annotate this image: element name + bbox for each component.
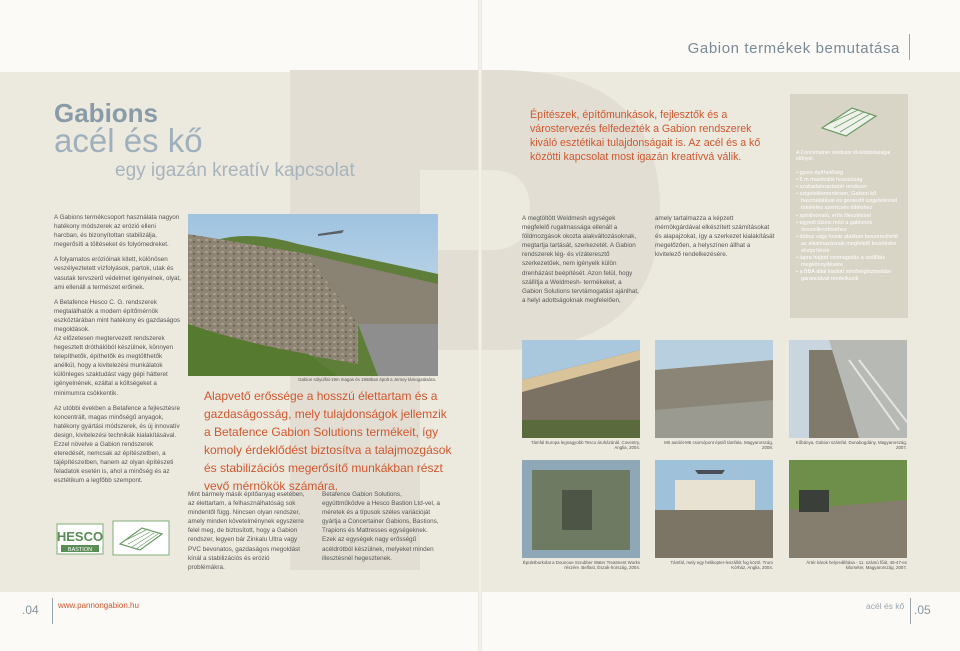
info-item: • doboz vagy kosár alakban beszerezhető az alkalmazásnak megfelelő kezelésbe elsöprítésre: [796, 233, 898, 255]
caption-truro: Támfal, mely egy helikopter-leszállót fog közöl. Truro Kórház, Anglia, 2004.: [670, 560, 773, 571]
info-item: • gyors építhetőség: [796, 170, 844, 176]
left-column-lower: [54, 334, 182, 486]
paragraph: Az előzetesen megtervezett rendszerek hegesztett dróthálóból készülnek, könnyen telepíthetők, építhetők és megtölthetők anélkül, hogy a kivitelezési munkálatok különleges szaktudást vagy gépi hátteret igényelnének, ezáltal a költségeket a minimumra csökkentik.: [54, 335, 174, 397]
paragraph: A Gabions termékcsoport használata nagyon hatékony módszerek az erózió elleni harcban, és bizonyítottan stabilizálja, megerősíti a töltéseket és folyómedreket.: [54, 214, 180, 249]
info-item: • szabadalmaztatott rendszer: [796, 184, 868, 191]
photo-belfast-building: [522, 460, 640, 558]
left-column-upper: [54, 213, 182, 334]
info-box-heading: A Concertainer rendszer kiválóbbitasagai előnyei:: [796, 150, 891, 163]
title-acel-es-ko: acél és kő: [54, 122, 203, 159]
info-item: • 5 m maximális hosszúság: [796, 177, 863, 184]
right-column-1: A megtöltött Weldmesh egységek megfelelő rugalmassága ellenáll a földmozgások okozta alakváltozásoknak, megtartja tartását, szerkezetét. A Gabion rendszerek lég- és vízáteresztő szerkezetűek, nem igényelk külön drenházást beépítését. Azon felül, hogy szállítja a Weldmesh- termékeket, a Gabion Solutions tervtámogatást ajánlhat, a helyi adottságoknak megfelelően,: [522, 215, 639, 304]
pull-quote-left: Alapvető erőssége a hosszú élettartam és a gazdaságosság, mely tulajdonságok jellemzik a Betafence Gabion Solutions termékeit, így komoly érdeklődést biztosítva a talajmozgások és stabilizációs megerősítő munkákban részt vevő mérnökök számára.: [204, 389, 452, 493]
paragraph: A folyamatos erózióinak kitett, különösen veszélyeztetett vízfolyások, partok, utak és vasutak tervszerű védelmet igényelnek, olyat, ami ellenáll a természet erőinek.: [54, 256, 182, 291]
caption-kobanya: Kőbánya, Gabion számfal. Dunabogdány, Magyarország, 2007.: [795, 440, 907, 451]
gabion-box-logo: [112, 520, 170, 556]
bastion-logo-text: BASTION: [67, 547, 93, 553]
paragraph: Ezzel növelve a Gabion rendszerek eteredését, nemcsak az építészetben, a tájépítészetben, hanem az olyan építészeti feladatok esetén is, ahol a minőség és az esztétikum a legfőbb szempont.: [54, 441, 174, 485]
photo-m0-wall: [655, 340, 773, 438]
info-item: • egyedi tűzési mód a gabionok összeillesztéséhez: [796, 219, 873, 233]
info-item: • a BBA által kiadott minőségbiztosítási garanciával rendelkezik: [796, 269, 891, 283]
photo-kobanya-wall: [789, 340, 907, 438]
gabion-unit-icon: [818, 102, 880, 142]
caption-tesco: Támfal Europa legnagyobb Tesco áruházánál. Coventry, Anglia, 2004.: [530, 440, 640, 451]
paragraph: Az utóbbi években a Betafence a fejlesztésre koncentrált, magas minőségű anyagok, hatékony gyártási módszerek, és új innovatív design, kivitelezési technikák kialakításával.: [54, 404, 181, 439]
info-item: • lapra hajtott csomagolás a szállítás megkönnyítésére: [796, 255, 886, 269]
main-photo-caption: Gabion súlyú/fal-19m magas és 1968ban épült a Jersey támogatására.: [298, 377, 436, 382]
hesco-logo-text: HESCO: [56, 529, 104, 544]
footer-rule-right: [910, 598, 911, 624]
photo-flood-repair: [789, 460, 907, 558]
main-photo-retaining-wall: [188, 214, 438, 376]
info-item: • szigetelésmentesen, Gabion kő használatával és geotextil szigeteléssel tökéletes szemcsés töltéshez: [796, 191, 898, 212]
paragraph: A Betafence Hesco C. G. rendszerek megtalálhatók a modern építőmérnök eszköztárában mint hatékony és gazdaságos megoldások.: [54, 298, 181, 334]
photo-tesco-wall: [522, 340, 640, 438]
header-rule: [909, 34, 910, 60]
page-number-right: .05: [914, 603, 931, 617]
footer-tagline: acél és kő: [866, 601, 905, 611]
title-gabions: Gabions: [54, 98, 159, 128]
page-number-left: .04: [22, 603, 39, 617]
caption-m0: M0 autóút-M6 csomópont épülő támfala. Magyarország, 2008.: [664, 440, 773, 451]
photo-truro-helipad: [655, 460, 773, 558]
title-subtitle: egy igazán kreatív kapcsolat: [115, 160, 355, 181]
website-link[interactable]: www.pannongabion.hu: [58, 601, 139, 610]
pull-quote-right: Építészek, építőmunkások, fejlesztők és a várostervezés felfedezték a Gabion rendszerek kiváló esztétikai tulajdonságait is. Az acél és a kő közötti kapcsolat most igazán kreatívvá válik.: [530, 109, 761, 163]
hesco-bastion-logo: [55, 522, 105, 556]
info-item: • spirálvonalú, erős illesztéssel: [796, 212, 871, 219]
info-box-list: [796, 170, 904, 284]
header-title: Gabion termékek bemutatása: [687, 40, 900, 57]
mid-column-2: Betafence Gabion Solutions, együttműködve a Hesco Bastion Ltd-vel, a méretek és a típusok széles variációját gyártja a Concertainer Gabions, Bastions, Trapions és Mattresses egységeknek. Ezek az egységek nagy erősségű acéldrótból készülnek, melyeket minden illesztésnél hegesztenek.: [322, 491, 440, 562]
right-column-2: amely tartalmazza a képzett mérnökgárdával elkészített számításokat és alapajzokat, így a szerkezet kialakítását megelőzően, a helyszínen állhat a kivitelező rendelkezésére.: [655, 215, 775, 259]
spine-gutter: [478, 0, 482, 651]
caption-belfast: Épületburkolat a Dounoue Scrubber Water Treatment Works részére. Belfast, Észak-Írország, 2004.: [522, 560, 640, 571]
caption-flood: Ártér károk helyreállítása - 11. számú főút, 46-47-es kilométer, Magyarország, 2007.: [806, 560, 907, 571]
footer-rule-left: [52, 598, 53, 624]
mid-column-1: Mint bármely másik építőanyag esetében, az élettartam, a felhasználhatóság sok mindentől függ. Nincsen olyan rendszer, amely minden követelménynek egyszerre felel meg, de biztosított, hogy a Gabion rendszer, legyen bár Zinkalu Ultra vagy PVC bevonatos, gazdaságos megoldást kínál a stabilizációs és erózió problémákra.: [188, 491, 305, 571]
